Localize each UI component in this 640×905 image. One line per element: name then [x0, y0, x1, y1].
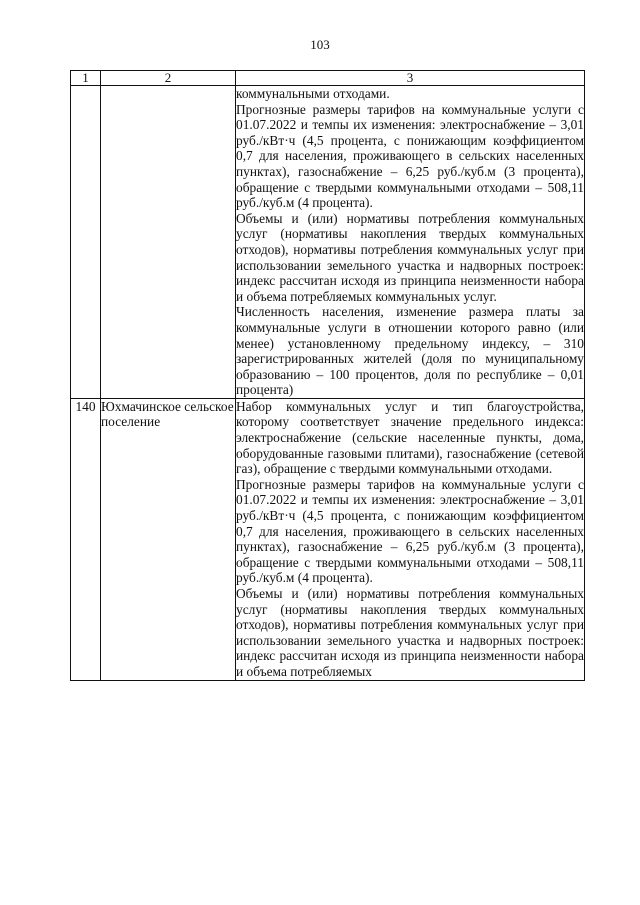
table-row [71, 398, 585, 680]
column-header-2: 2 [101, 71, 236, 86]
table-row [71, 86, 585, 399]
description-paragraph: Объемы и (или) нормативы потребления коммунальных услуг (нормативы накопления твердых коммунальных отходов), нормативы потребления коммунальных услуг при использовании земельного участка и надворных построек: индекс рассчитан исходя из принципа неизменности набора и объема потребляемых коммунальных услуг. [236, 210, 584, 304]
description-paragraph: Объемы и (или) нормативы потребления коммунальных услуг (нормативы накопления твердых коммунальных отходов), нормативы потребления коммунальных услуг при использовании земельного участка и надворных построек: индекс рассчитан исходя из принципа неизменности набора и объема потребляемых [236, 586, 584, 679]
municipality-name: Юхмачинское сельское поселение [101, 398, 236, 680]
column-header-1: 1 [71, 71, 101, 86]
row-number [71, 86, 101, 399]
description-paragraph: Набор коммунальных услуг и тип благоустройства, которому соответствует значение предельного индекса: электроснабжение (сельские населенные пункты, дома, оборудованные газовыми плитами), газоснабжение (сетевой газ), обращение с твердыми коммунальными отходами. [236, 398, 584, 477]
description-cell [236, 86, 585, 399]
description-paragraph: Прогнозные размеры тарифов на коммунальные услуги с 01.07.2022 и темпы их изменения: электроснабжение – 3,01 руб./кВт·ч (4,5 процента, с понижающим коэффициентом 0,7 для населения, проживающего в сельских населенных пунктах), газоснабжение – 6,25 руб./куб.м (3 процента), обращение с твердыми коммунальными отходами – 508,11 руб./куб.м (4 процента). [236, 476, 584, 586]
row-number: 140 [71, 398, 101, 680]
tariff-table [70, 70, 585, 681]
page-number: 103 [310, 37, 330, 52]
municipality-name [101, 86, 236, 399]
description-paragraph: коммунальными отходами. [236, 86, 390, 101]
description-cell [236, 398, 585, 680]
description-paragraph: Прогнозные размеры тарифов на коммунальные услуги с 01.07.2022 и темпы их изменения: электроснабжение – 3,01 руб./кВт·ч (4,5 процента, с понижающим коэффициентом 0,7 для населения, проживающего в сельских населенных пунктах), газоснабжение – 6,25 руб./куб.м (3 процента), обращение с твердыми коммунальными отходами – 508,11 руб./куб.м (4 процента). [236, 101, 584, 211]
table-header-row [71, 71, 585, 86]
description-paragraph: Численность населения, изменение размера платы за коммунальные услуги в отношении которого равно (или менее) установленному предельному индексу, – 310 зарегистрированных жителей (доля по муниципальному образованию – 100 процентов, доля по республике – 0,01 процента) [236, 304, 584, 398]
column-header-3: 3 [236, 71, 585, 86]
